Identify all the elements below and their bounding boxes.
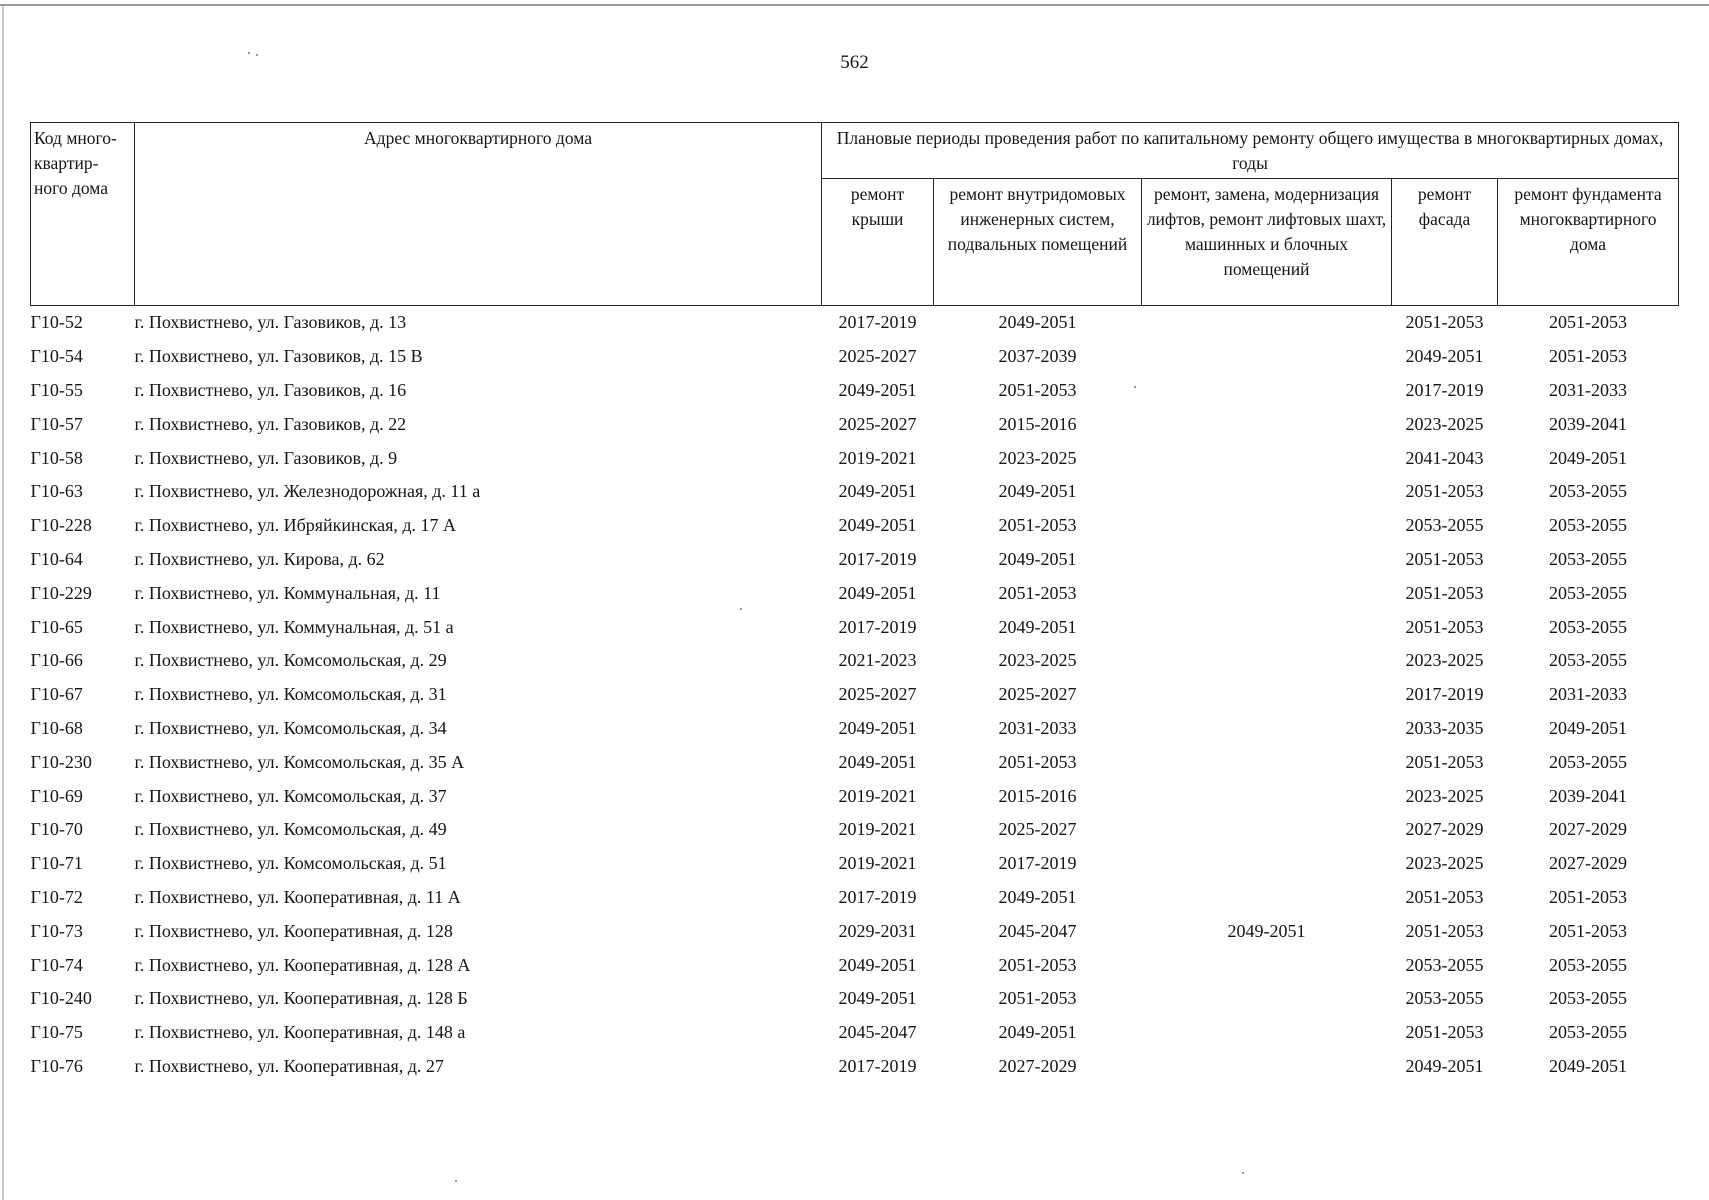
cell-roof: 2045-2047 bbox=[838, 1022, 917, 1043]
table-row bbox=[31, 712, 1679, 746]
cell-facade: 2023-2025 bbox=[1405, 413, 1484, 434]
cell-elevators bbox=[1142, 948, 1392, 982]
cell-address: г. Похвистнево, ул. Газовиков, д. 13 bbox=[134, 312, 407, 333]
table-row bbox=[31, 610, 1679, 644]
table-row bbox=[31, 779, 1679, 813]
cell-foundation: 2051-2053 bbox=[1549, 346, 1628, 367]
header-code: Код много-квартир-ного дома bbox=[31, 123, 135, 306]
cell-code: Г10-76 bbox=[30, 1055, 83, 1076]
table-row bbox=[31, 678, 1679, 712]
header-roof: ремонт крыши bbox=[822, 179, 934, 306]
cell-elevators bbox=[1142, 543, 1392, 577]
cell-facade: 2051-2053 bbox=[1405, 886, 1484, 907]
cell-code: Г10-64 bbox=[30, 548, 83, 569]
table-row bbox=[31, 644, 1679, 678]
cell-elevators bbox=[1142, 678, 1392, 712]
cell-address: г. Похвистнево, ул. Коммунальная, д. 51 а bbox=[134, 616, 454, 637]
cell-roof: 2025-2027 bbox=[838, 684, 917, 705]
cell-systems: 2015-2016 bbox=[998, 785, 1077, 806]
cell-foundation: 2051-2053 bbox=[1549, 920, 1628, 941]
cell-elevators bbox=[1142, 576, 1392, 610]
cell-systems: 2051-2053 bbox=[998, 954, 1077, 975]
cell-code: Г10-74 bbox=[30, 954, 83, 975]
table-row bbox=[31, 543, 1679, 577]
cell-address: г. Похвистнево, ул. Железнодорожная, д. 11 а bbox=[134, 481, 481, 502]
cell-systems: 2051-2053 bbox=[998, 515, 1077, 536]
cell-roof: 2017-2019 bbox=[838, 886, 917, 907]
cell-address: г. Похвистнево, ул. Кооперативная, д. 128 Б bbox=[134, 988, 468, 1009]
page-number: 562 bbox=[840, 52, 869, 73]
header-systems: ремонт внутридомовых инженерных систем, подвальных помещений bbox=[934, 179, 1142, 306]
cell-code: Г10-68 bbox=[30, 717, 83, 738]
scan-speck bbox=[248, 52, 250, 54]
cell-roof: 2025-2027 bbox=[838, 346, 917, 367]
cell-facade: 2023-2025 bbox=[1405, 785, 1484, 806]
table-row bbox=[31, 374, 1679, 408]
table-row bbox=[31, 745, 1679, 779]
cell-code: Г10-240 bbox=[30, 988, 92, 1009]
cell-roof: 2025-2027 bbox=[838, 413, 917, 434]
cell-systems: 2025-2027 bbox=[998, 684, 1077, 705]
cell-code: Г10-70 bbox=[30, 819, 83, 840]
cell-roof: 2029-2031 bbox=[838, 920, 917, 941]
cell-systems: 2049-2051 bbox=[998, 548, 1077, 569]
cell-code: Г10-67 bbox=[30, 684, 83, 705]
cell-roof: 2049-2051 bbox=[838, 751, 917, 772]
cell-address: г. Похвистнево, ул. Газовиков, д. 22 bbox=[134, 413, 407, 434]
cell-facade: 2053-2055 bbox=[1405, 988, 1484, 1009]
cell-foundation: 2053-2055 bbox=[1549, 751, 1628, 772]
cell-roof: 2019-2021 bbox=[838, 447, 917, 468]
table-row bbox=[31, 441, 1679, 475]
cell-elevators bbox=[1142, 475, 1392, 509]
cell-address: г. Похвистнево, ул. Ибряйкинская, д. 17 А bbox=[134, 515, 457, 536]
header-elevators: ремонт, замена, модернизация лифтов, ремонт лифтовых шахт, машинных и блочных помещений bbox=[1142, 179, 1392, 306]
cell-elevators bbox=[1142, 644, 1392, 678]
cell-elevators bbox=[1142, 441, 1392, 475]
cell-roof: 2017-2019 bbox=[838, 1055, 917, 1076]
cell-foundation: 2027-2029 bbox=[1549, 819, 1628, 840]
cell-roof: 2019-2021 bbox=[838, 785, 917, 806]
table-row bbox=[31, 847, 1679, 881]
cell-elevators bbox=[1142, 712, 1392, 746]
scan-border-left bbox=[2, 6, 4, 1200]
cell-systems: 2049-2051 bbox=[998, 886, 1077, 907]
cell-facade: 2051-2053 bbox=[1405, 582, 1484, 603]
scan-speck bbox=[256, 54, 258, 56]
capital-repair-schedule-table bbox=[30, 122, 1679, 1083]
cell-facade: 2023-2025 bbox=[1405, 853, 1484, 874]
table-header bbox=[31, 123, 1679, 306]
cell-foundation: 2053-2055 bbox=[1549, 1022, 1628, 1043]
cell-code: Г10-54 bbox=[30, 346, 83, 367]
table-row bbox=[31, 306, 1679, 340]
scan-speck bbox=[740, 608, 742, 610]
cell-address: г. Похвистнево, ул. Комсомольская, д. 49 bbox=[134, 819, 447, 840]
scan-speck bbox=[455, 1180, 457, 1182]
table-row bbox=[31, 576, 1679, 610]
cell-facade: 2053-2055 bbox=[1405, 954, 1484, 975]
cell-elevators: 2049-2051 bbox=[1227, 920, 1306, 941]
cell-foundation: 2053-2055 bbox=[1549, 582, 1628, 603]
cell-address: г. Похвистнево, ул. Коммунальная, д. 11 bbox=[134, 582, 441, 603]
cell-facade: 2023-2025 bbox=[1405, 650, 1484, 671]
cell-foundation: 2027-2029 bbox=[1549, 853, 1628, 874]
cell-address: г. Похвистнево, ул. Газовиков, д. 9 bbox=[134, 447, 398, 468]
cell-elevators bbox=[1142, 847, 1392, 881]
cell-foundation: 2039-2041 bbox=[1549, 413, 1628, 434]
cell-systems: 2049-2051 bbox=[998, 1022, 1077, 1043]
cell-code: Г10-66 bbox=[30, 650, 83, 671]
table-body bbox=[31, 306, 1679, 1084]
cell-systems: 2049-2051 bbox=[998, 312, 1077, 333]
cell-code: Г10-73 bbox=[30, 920, 83, 941]
cell-elevators bbox=[1142, 982, 1392, 1016]
header-facade: ремонт фасада bbox=[1392, 179, 1498, 306]
cell-address: г. Похвистнево, ул. Газовиков, д. 15 В bbox=[134, 346, 423, 367]
cell-roof: 2017-2019 bbox=[838, 312, 917, 333]
cell-address: г. Похвистнево, ул. Комсомольская, д. 51 bbox=[134, 853, 447, 874]
cell-elevators bbox=[1142, 1016, 1392, 1050]
cell-facade: 2027-2029 bbox=[1405, 819, 1484, 840]
cell-elevators bbox=[1142, 881, 1392, 915]
cell-facade: 2051-2053 bbox=[1405, 481, 1484, 502]
cell-foundation: 2051-2053 bbox=[1549, 886, 1628, 907]
cell-foundation: 2049-2051 bbox=[1549, 1055, 1628, 1076]
cell-address: г. Похвистнево, ул. Кирова, д. 62 bbox=[134, 548, 385, 569]
cell-foundation: 2049-2051 bbox=[1549, 717, 1628, 738]
cell-elevators bbox=[1142, 1050, 1392, 1084]
cell-systems: 2017-2019 bbox=[998, 853, 1077, 874]
cell-elevators bbox=[1142, 745, 1392, 779]
cell-address: г. Похвистнево, ул. Газовиков, д. 16 bbox=[134, 379, 407, 400]
table-row bbox=[31, 509, 1679, 543]
cell-facade: 2051-2053 bbox=[1405, 616, 1484, 637]
cell-systems: 2027-2029 bbox=[998, 1055, 1077, 1076]
cell-systems: 2051-2053 bbox=[998, 379, 1077, 400]
header-foundation: ремонт фундамента многоквартирного дома bbox=[1498, 179, 1679, 306]
cell-code: Г10-52 bbox=[30, 312, 83, 333]
scan-speck bbox=[1134, 386, 1136, 388]
cell-roof: 2019-2021 bbox=[838, 819, 917, 840]
cell-facade: 2017-2019 bbox=[1405, 379, 1484, 400]
cell-address: г. Похвистнево, ул. Комсомольская, д. 29 bbox=[134, 650, 447, 671]
cell-roof: 2049-2051 bbox=[838, 379, 917, 400]
cell-address: г. Похвистнево, ул. Комсомольская, д. 34 bbox=[134, 717, 447, 738]
cell-code: Г10-55 bbox=[30, 379, 83, 400]
table-row bbox=[31, 982, 1679, 1016]
cell-facade: 2017-2019 bbox=[1405, 684, 1484, 705]
cell-foundation: 2049-2051 bbox=[1549, 447, 1628, 468]
cell-systems: 2051-2053 bbox=[998, 988, 1077, 1009]
cell-roof: 2049-2051 bbox=[838, 988, 917, 1009]
cell-elevators bbox=[1142, 374, 1392, 408]
cell-facade: 2049-2051 bbox=[1405, 346, 1484, 367]
cell-foundation: 2031-2033 bbox=[1549, 379, 1628, 400]
cell-systems: 2045-2047 bbox=[998, 920, 1077, 941]
cell-systems: 2031-2033 bbox=[998, 717, 1077, 738]
cell-roof: 2019-2021 bbox=[838, 853, 917, 874]
cell-address: г. Похвистнево, ул. Кооперативная, д. 128 bbox=[134, 920, 453, 941]
cell-code: Г10-65 bbox=[30, 616, 83, 637]
cell-foundation: 2053-2055 bbox=[1549, 616, 1628, 637]
cell-foundation: 2053-2055 bbox=[1549, 515, 1628, 536]
cell-foundation: 2039-2041 bbox=[1549, 785, 1628, 806]
table-row bbox=[31, 914, 1679, 948]
table-row bbox=[31, 948, 1679, 982]
cell-code: Г10-71 bbox=[30, 853, 83, 874]
cell-address: г. Похвистнево, ул. Кооперативная, д. 128 А bbox=[134, 954, 471, 975]
cell-elevators bbox=[1142, 779, 1392, 813]
cell-roof: 2021-2023 bbox=[838, 650, 917, 671]
cell-facade: 2051-2053 bbox=[1405, 1022, 1484, 1043]
cell-code: Г10-58 bbox=[30, 447, 83, 468]
cell-foundation: 2053-2055 bbox=[1549, 548, 1628, 569]
cell-foundation: 2053-2055 bbox=[1549, 481, 1628, 502]
cell-code: Г10-57 bbox=[30, 413, 83, 434]
cell-systems: 2015-2016 bbox=[998, 413, 1077, 434]
cell-address: г. Похвистнево, ул. Комсомольская, д. 35 А bbox=[134, 751, 465, 772]
cell-roof: 2017-2019 bbox=[838, 548, 917, 569]
cell-elevators bbox=[1142, 813, 1392, 847]
cell-foundation: 2051-2053 bbox=[1549, 312, 1628, 333]
cell-systems: 2051-2053 bbox=[998, 582, 1077, 603]
table-row bbox=[31, 407, 1679, 441]
scan-speck bbox=[1242, 1172, 1244, 1174]
table-row bbox=[31, 475, 1679, 509]
cell-foundation: 2053-2055 bbox=[1549, 650, 1628, 671]
cell-systems: 2025-2027 bbox=[998, 819, 1077, 840]
cell-roof: 2017-2019 bbox=[838, 616, 917, 637]
cell-facade: 2051-2053 bbox=[1405, 920, 1484, 941]
cell-systems: 2049-2051 bbox=[998, 616, 1077, 637]
cell-address: г. Похвистнево, ул. Кооперативная, д. 11 А bbox=[134, 886, 461, 907]
cell-code: Г10-72 bbox=[30, 886, 83, 907]
cell-elevators bbox=[1142, 610, 1392, 644]
cell-code: Г10-228 bbox=[30, 515, 92, 536]
cell-facade: 2049-2051 bbox=[1405, 1055, 1484, 1076]
cell-systems: 2051-2053 bbox=[998, 751, 1077, 772]
cell-elevators bbox=[1142, 340, 1392, 374]
cell-facade: 2051-2053 bbox=[1405, 548, 1484, 569]
cell-elevators bbox=[1142, 306, 1392, 340]
cell-address: г. Похвистнево, ул. Комсомольская, д. 31 bbox=[134, 684, 447, 705]
cell-systems: 2023-2025 bbox=[998, 447, 1077, 468]
cell-foundation: 2031-2033 bbox=[1549, 684, 1628, 705]
table-row bbox=[31, 881, 1679, 915]
header-periods: Плановые периоды проведения работ по капитальному ремонту общего имущества в многоквартирных домах, годы bbox=[822, 123, 1679, 179]
table-row bbox=[31, 340, 1679, 374]
cell-code: Г10-75 bbox=[30, 1022, 83, 1043]
cell-code: Г10-69 bbox=[30, 785, 83, 806]
cell-roof: 2049-2051 bbox=[838, 481, 917, 502]
table-row bbox=[31, 1050, 1679, 1084]
cell-code: Г10-63 bbox=[30, 481, 83, 502]
cell-elevators bbox=[1142, 407, 1392, 441]
cell-foundation: 2053-2055 bbox=[1549, 954, 1628, 975]
cell-code: Г10-229 bbox=[30, 582, 92, 603]
cell-systems: 2049-2051 bbox=[998, 481, 1077, 502]
cell-address: г. Похвистнево, ул. Кооперативная, д. 148 а bbox=[134, 1022, 466, 1043]
cell-facade: 2033-2035 bbox=[1405, 717, 1484, 738]
cell-roof: 2049-2051 bbox=[838, 954, 917, 975]
cell-facade: 2041-2043 bbox=[1405, 447, 1484, 468]
cell-roof: 2049-2051 bbox=[838, 515, 917, 536]
cell-code: Г10-230 bbox=[30, 751, 92, 772]
cell-roof: 2049-2051 bbox=[838, 582, 917, 603]
table-row bbox=[31, 813, 1679, 847]
cell-systems: 2037-2039 bbox=[998, 346, 1077, 367]
cell-address: г. Похвистнево, ул. Комсомольская, д. 37 bbox=[134, 785, 447, 806]
cell-elevators bbox=[1142, 509, 1392, 543]
cell-facade: 2051-2053 bbox=[1405, 751, 1484, 772]
scan-border-top bbox=[0, 4, 1709, 6]
header-address: Адрес многоквартирного дома bbox=[135, 123, 822, 306]
cell-facade: 2053-2055 bbox=[1405, 515, 1484, 536]
cell-facade: 2051-2053 bbox=[1405, 312, 1484, 333]
table-row bbox=[31, 1016, 1679, 1050]
cell-systems: 2023-2025 bbox=[998, 650, 1077, 671]
cell-roof: 2049-2051 bbox=[838, 717, 917, 738]
cell-address: г. Похвистнево, ул. Кооперативная, д. 27 bbox=[134, 1055, 444, 1076]
cell-foundation: 2053-2055 bbox=[1549, 988, 1628, 1009]
